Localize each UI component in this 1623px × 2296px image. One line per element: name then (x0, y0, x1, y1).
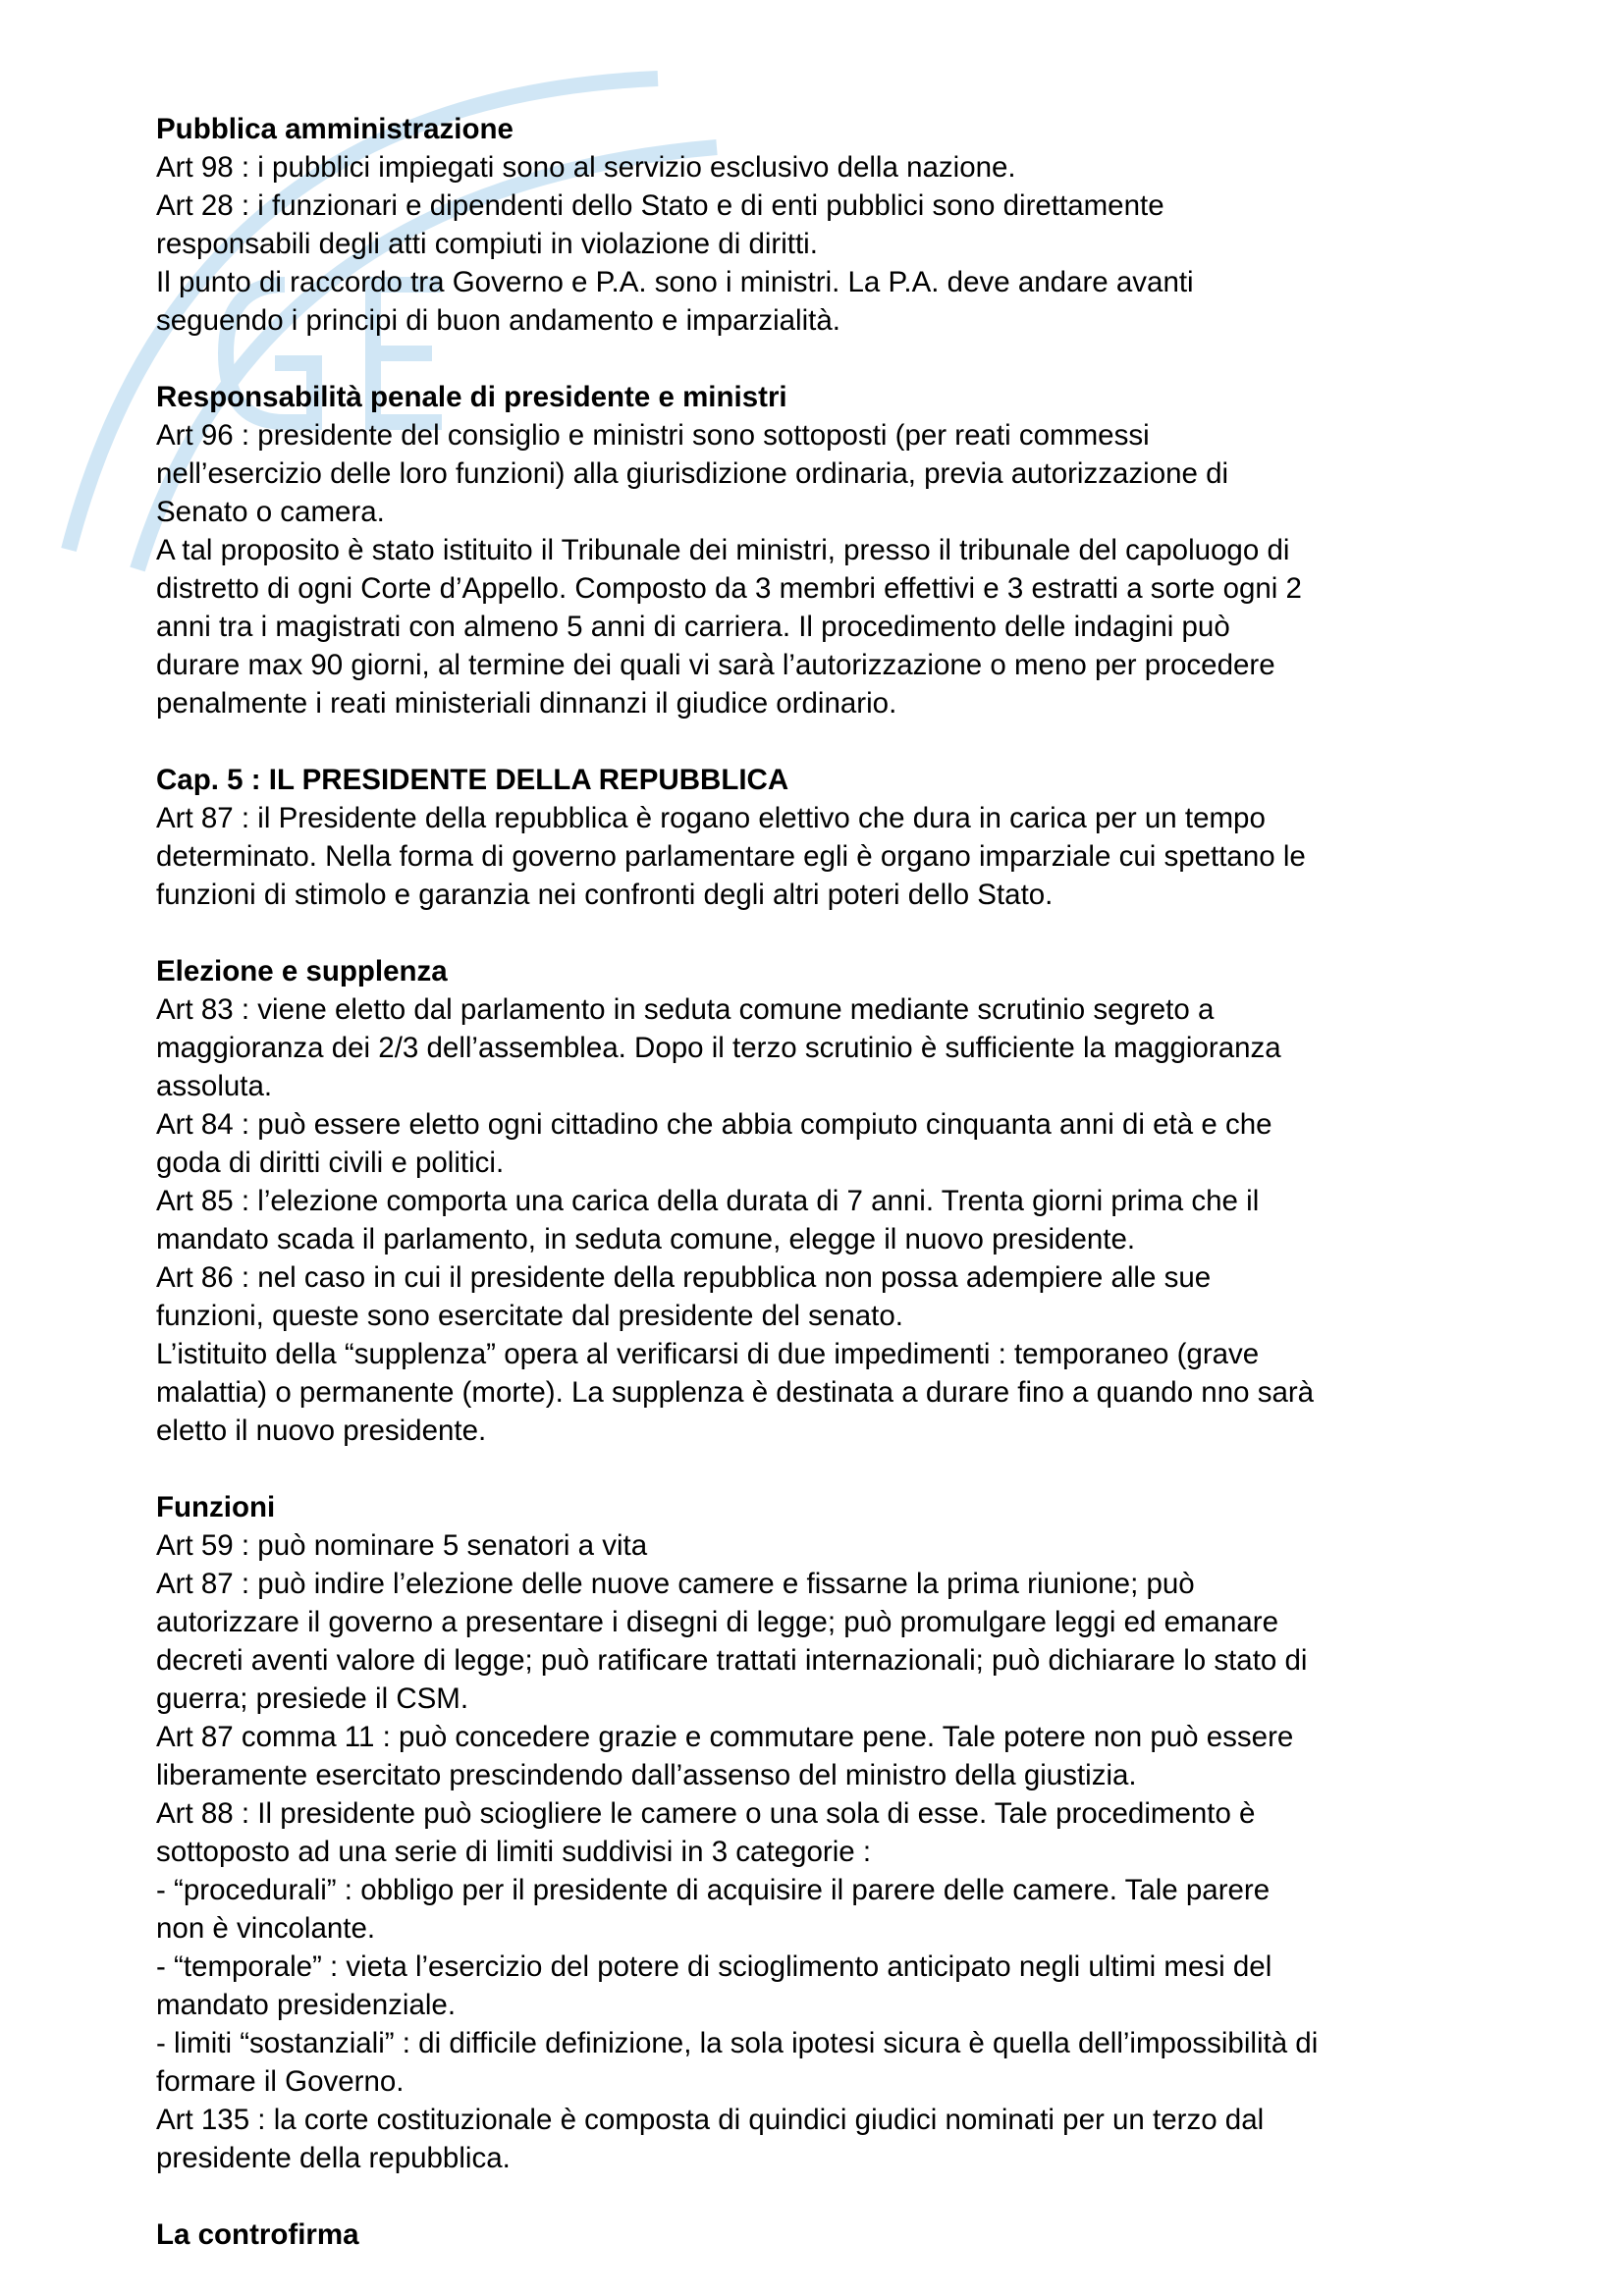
text-line: goda di diritti civili e politici. (156, 1147, 505, 1179)
text-line: formare il Governo. (156, 2065, 405, 2098)
section-heading: Responsabilità penale di presidente e ministri (156, 381, 787, 413)
text-line: non è vincolante. (156, 1912, 376, 1945)
text-line: responsabili degli atti compiuti in violazione di diritti. (156, 228, 818, 260)
text-line: determinato. Nella forma di governo parlamentare egli è organo imparziale cui spettano le (156, 840, 1306, 873)
text-line: Art 96 : presidente del consiglio e ministri sono sottoposti (per reati commessi (156, 419, 1150, 452)
section-heading: Pubblica amministrazione (156, 113, 514, 145)
section-heading: Funzioni (156, 1491, 276, 1523)
text-line: Art 83 : viene eletto dal parlamento in seduta comune mediante scrutinio segreto a (156, 993, 1215, 1026)
text-line: liberamente esercitato prescindendo dall’assenso del ministro della giustizia. (156, 1759, 1137, 1791)
section-heading: Elezione e supplenza (156, 955, 448, 988)
section (156, 2216, 1491, 2254)
text-line: funzioni di stimolo e garanzia nei confronti degli altri poteri dello Stato. (156, 879, 1054, 911)
text-line: anni tra i magistrati con almeno 5 anni di carriera. Il procedimento delle indagini può (156, 611, 1230, 643)
text-line: - limiti “sostanziali” : di difficile definizione, la sola ipotesi sicura è quella dell’impossibilità di (156, 2027, 1319, 2059)
text-line: A tal proposito è stato istituito il Tribunale dei ministri, presso il tribunale del capoluogo di (156, 534, 1290, 566)
text-line: Senato o camera. (156, 496, 385, 528)
text-line: assoluta. (156, 1070, 273, 1102)
text-line: Art 28 : i funzionari e dipendenti dello Stato e di enti pubblici sono direttamente (156, 189, 1164, 222)
text-line: seguendo i principi di buon andamento e imparzialità. (156, 304, 840, 337)
text-line: malattia) o permanente (morte). La supplenza è destinata a durare fino a quando nno sarà (156, 1376, 1315, 1409)
text-line: durare max 90 giorni, al termine dei quali vi sarà l’autorizzazione o meno per procedere (156, 649, 1275, 681)
text-line: Art 84 : può essere eletto ogni cittadino che abbia compiuto cinquanta anni di età e che (156, 1108, 1272, 1141)
section (156, 378, 1491, 722)
text-line: L’istituito della “supplenza” opera al verificarsi di due impedimenti : temporaneo (grave (156, 1338, 1260, 1370)
text-line: mandato scada il parlamento, in seduta comune, elegge il nuovo presidente. (156, 1223, 1136, 1255)
text-line: Art 98 : i pubblici impiegati sono al servizio esclusivo della nazione. (156, 151, 1016, 184)
text-line: nell’esercizio delle loro funzioni) alla giurisdizione ordinaria, previa autorizzazione di (156, 457, 1229, 490)
section-heading: La controfirma (156, 2218, 359, 2251)
text-line: penalmente i reati ministeriali dinnanzi il giudice ordinario. (156, 687, 897, 720)
text-line: sottoposto ad una serie di limiti suddivisi in 3 categorie : (156, 1836, 872, 1868)
text-line: - “procedurali” : obbligo per il presidente di acquisire il parere delle camere. Tale parere (156, 1874, 1271, 1906)
document-page (156, 110, 1491, 2254)
text-line: eletto il nuovo presidente. (156, 1415, 487, 1447)
text-line: Art 59 : può nominare 5 senatori a vita (156, 1529, 648, 1562)
section-heading: Cap. 5 : IL PRESIDENTE DELLA REPUBBLICA (156, 764, 789, 796)
text-line: Art 86 : nel caso in cui il presidente della repubblica non possa adempiere alle sue (156, 1261, 1212, 1294)
text-line: decreti aventi valore di legge; può ratificare trattati internazionali; può dichiarare lo stato di (156, 1644, 1308, 1677)
text-line: presidente della repubblica. (156, 2142, 511, 2174)
text-line: Art 85 : l’elezione comporta una carica della durata di 7 anni. Trenta giorni prima che il (156, 1185, 1260, 1217)
text-line: Il punto di raccordo tra Governo e P.A. sono i ministri. La P.A. deve andare avanti (156, 266, 1194, 298)
section (156, 1488, 1491, 2177)
text-line: Art 87 comma 11 : può concedere grazie e commutare pene. Tale potere non può essere (156, 1721, 1294, 1753)
text-line: funzioni, queste sono esercitate dal presidente del senato. (156, 1300, 903, 1332)
text-line: Art 87 : può indire l’elezione delle nuove camere e fissarne la prima riunione; può (156, 1568, 1195, 1600)
text-line: Art 135 : la corte costituzionale è composta di quindici giudici nominati per un terzo dal (156, 2104, 1265, 2136)
section (156, 952, 1491, 1450)
text-line: maggioranza dei 2/3 dell’assemblea. Dopo il terzo scrutinio è sufficiente la maggioranza (156, 1032, 1281, 1064)
text-line: - “temporale” : vieta l’esercizio del potere di scioglimento anticipato negli ultimi mesi del (156, 1950, 1272, 1983)
section (156, 761, 1491, 914)
section (156, 110, 1491, 340)
text-line: Art 88 : Il presidente può sciogliere le camere o una sola di esse. Tale procedimento è (156, 1797, 1256, 1830)
text-line: Art 87 : il Presidente della repubblica è rogano elettivo che dura in carica per un tempo (156, 802, 1266, 834)
text-line: guerra; presiede il CSM. (156, 1682, 469, 1715)
text-line: mandato presidenziale. (156, 1989, 457, 2021)
text-line: distretto di ogni Corte d’Appello. Composto da 3 membri effettivi e 3 estratti a sorte ogni 2 (156, 572, 1302, 605)
text-line: autorizzare il governo a presentare i disegni di legge; può promulgare leggi ed emanare (156, 1606, 1279, 1638)
